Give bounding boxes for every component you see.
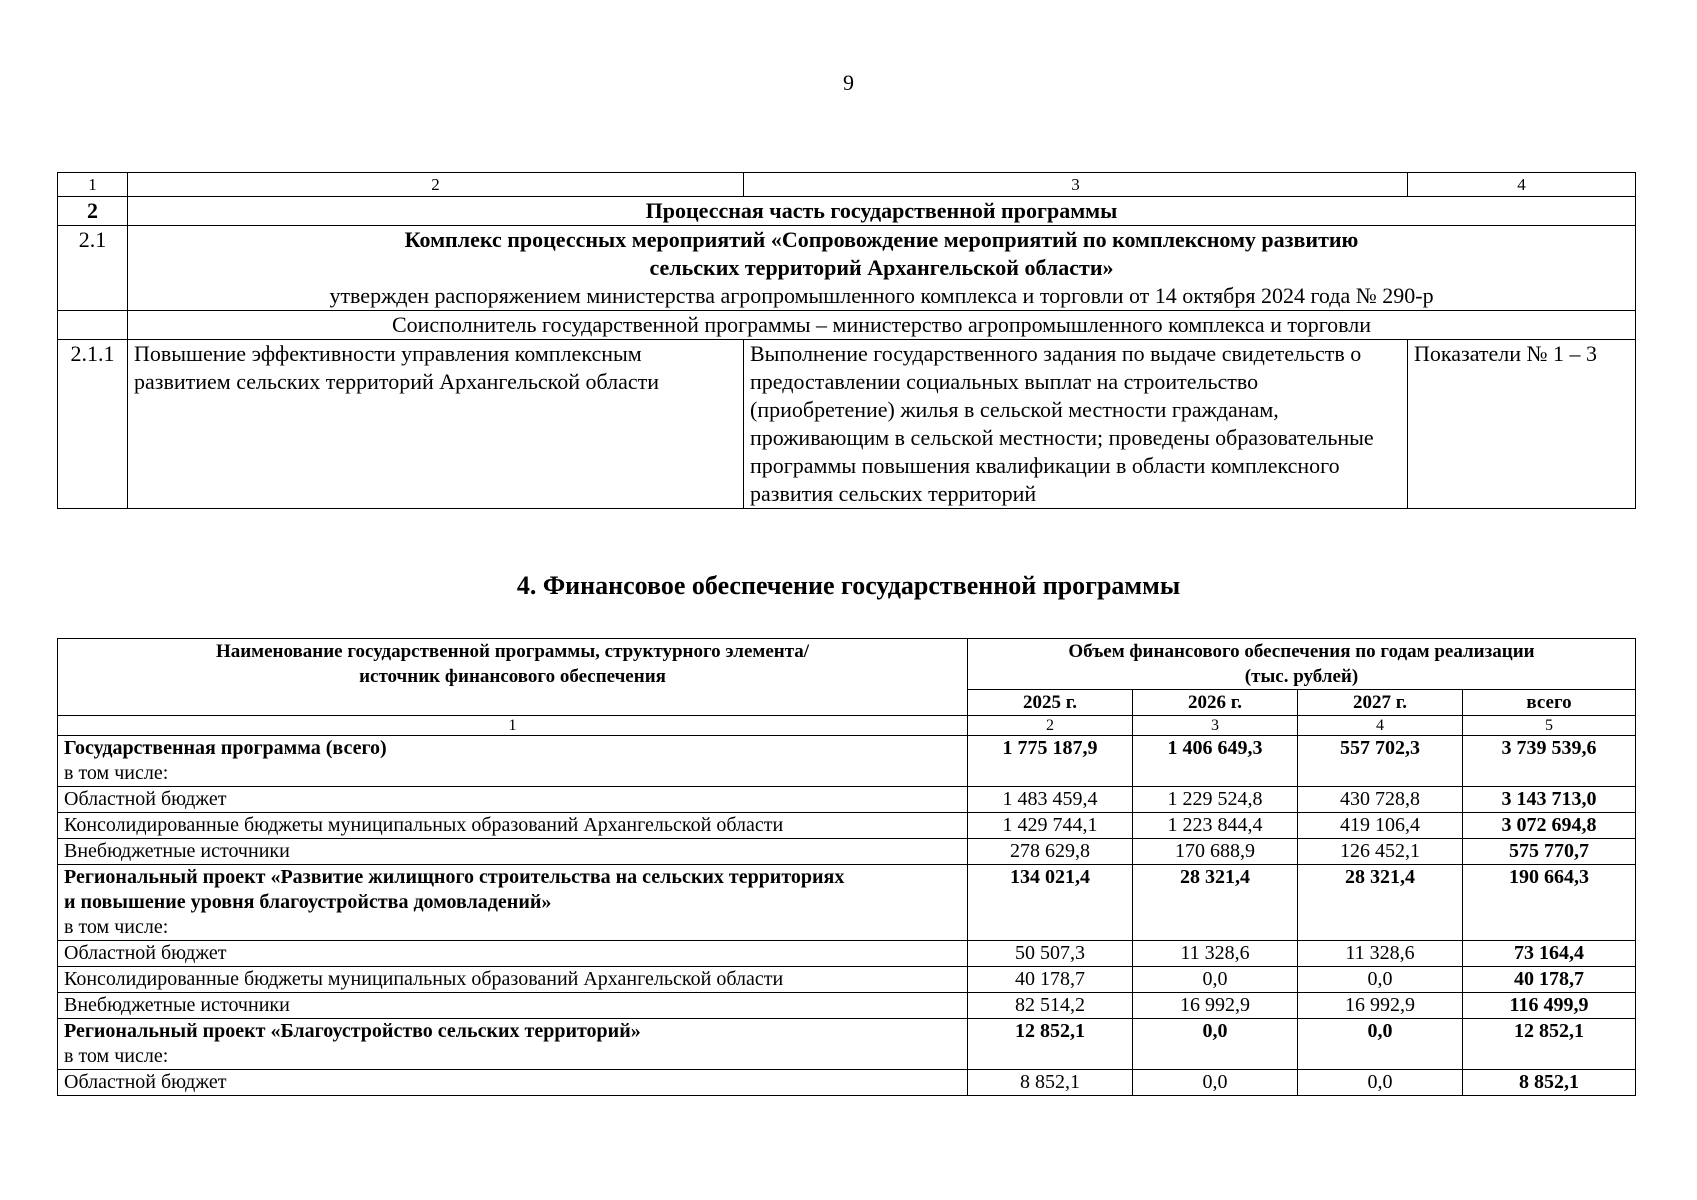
row-sub: в том числе: bbox=[64, 916, 169, 938]
header-name-line1: Наименование государственной программы, структурного элемента/ bbox=[215, 641, 810, 662]
year-header: 2025 г. bbox=[968, 690, 1133, 716]
value-2026: 1 229 524,8 bbox=[1133, 787, 1298, 813]
item-row bbox=[58, 340, 1636, 509]
complex-row bbox=[58, 226, 1636, 311]
column-number: 2 bbox=[968, 716, 1133, 736]
total-header: всего bbox=[1463, 690, 1636, 716]
value-total: 8 852,1 bbox=[1463, 1070, 1636, 1096]
row-name: Областной бюджет bbox=[58, 1070, 968, 1096]
table-row bbox=[58, 736, 1636, 787]
complex-number: 2.1 bbox=[58, 226, 128, 311]
value-2027: 28 321,4 bbox=[1298, 865, 1463, 941]
value-2026: 16 992,9 bbox=[1133, 993, 1298, 1019]
value-total: 3 072 694,8 bbox=[1463, 813, 1636, 839]
row-name: Областной бюджет bbox=[58, 787, 968, 813]
row-name: Государственная программа (всего) bbox=[64, 737, 387, 759]
row-sub: в том числе: bbox=[64, 1045, 169, 1067]
header-name-line2: источник финансового обеспечения bbox=[359, 666, 666, 687]
process-part-table bbox=[57, 172, 1636, 509]
value-2025: 50 507,3 bbox=[968, 941, 1133, 967]
table-row bbox=[58, 1019, 1636, 1070]
value-total: 12 852,1 bbox=[1463, 1019, 1636, 1070]
value-2026: 0,0 bbox=[1133, 1019, 1298, 1070]
value-2027: 557 702,3 bbox=[1298, 736, 1463, 787]
table-row bbox=[58, 993, 1636, 1019]
table-row bbox=[58, 865, 1636, 941]
table-row bbox=[58, 839, 1636, 865]
value-total: 3 739 539,6 bbox=[1463, 736, 1636, 787]
header-volume-line1: Объем финансового обеспечения по годам реализации bbox=[1068, 641, 1535, 662]
row-name: Внебюджетные источники bbox=[58, 993, 968, 1019]
value-2025: 1 483 459,4 bbox=[968, 787, 1133, 813]
column-number: 5 bbox=[1463, 716, 1636, 736]
value-2027: 0,0 bbox=[1298, 967, 1463, 993]
value-2026: 0,0 bbox=[1133, 967, 1298, 993]
section-number: 2 bbox=[58, 197, 128, 226]
value-total: 575 770,7 bbox=[1463, 839, 1636, 865]
value-2027: 126 452,1 bbox=[1298, 839, 1463, 865]
header-volume-line2: (тыс. рублей) bbox=[1244, 666, 1359, 687]
complex-title-line1: Комплекс процессных мероприятий «Сопровождение мероприятий по комплексному развитию bbox=[404, 227, 1359, 252]
row-name: Консолидированные бюджеты муниципальных образований Архангельской области bbox=[58, 813, 968, 839]
column-number: 3 bbox=[1133, 716, 1298, 736]
value-2025: 1 429 744,1 bbox=[968, 813, 1133, 839]
row-name-cell bbox=[58, 736, 968, 787]
row-name-line1: Региональный проект «Развитие жилищного строительства на сельских территориях bbox=[64, 866, 845, 888]
column-number: 3 bbox=[744, 173, 1408, 197]
value-2026: 0,0 bbox=[1133, 1070, 1298, 1096]
row-name: Региональный проект «Благоустройство сельских территорий» bbox=[64, 1020, 641, 1042]
value-2027: 16 992,9 bbox=[1298, 993, 1463, 1019]
header-name-cell bbox=[58, 639, 968, 716]
value-2026: 1 406 649,3 bbox=[1133, 736, 1298, 787]
coexecutor-text: Соисполнитель государственной программы – министерство агропромышленного комплекса и торговли bbox=[128, 311, 1636, 340]
value-2027: 11 328,6 bbox=[1298, 941, 1463, 967]
value-2027: 419 106,4 bbox=[1298, 813, 1463, 839]
table-row bbox=[58, 1070, 1636, 1096]
item-result: Выполнение государственного задания по выдаче свидетельств о предоставлении социальных выплат на строительство (приобретение) жилья в сельской местности гражданам, проживающим в сельской местности; проведены образовательные программы повышения квалификации в области комплексного развития сельских территорий bbox=[744, 340, 1408, 509]
row-name-line2: и повышение уровня благоустройства домовладений» bbox=[64, 891, 552, 913]
section-heading: 4. Финансовое обеспечение государственной программы bbox=[516, 571, 1181, 600]
value-2026: 1 223 844,4 bbox=[1133, 813, 1298, 839]
item-task: Повышение эффективности управления комплексным развитием сельских территорий Архангельской области bbox=[128, 340, 744, 509]
item-number: 2.1.1 bbox=[58, 340, 128, 509]
row-name-cell bbox=[58, 865, 968, 941]
value-2027: 0,0 bbox=[1298, 1019, 1463, 1070]
section-row bbox=[58, 197, 1636, 226]
value-total: 190 664,3 bbox=[1463, 865, 1636, 941]
value-total: 116 499,9 bbox=[1463, 993, 1636, 1019]
section-title: Процессная часть государственной программы bbox=[128, 197, 1636, 226]
value-2025: 1 775 187,9 bbox=[968, 736, 1133, 787]
value-2025: 134 021,4 bbox=[968, 865, 1133, 941]
table-row bbox=[58, 941, 1636, 967]
year-header: 2027 г. bbox=[1298, 690, 1463, 716]
value-2026: 170 688,9 bbox=[1133, 839, 1298, 865]
empty-cell bbox=[58, 311, 128, 340]
table-row bbox=[58, 967, 1636, 993]
value-2025: 8 852,1 bbox=[968, 1070, 1133, 1096]
row-name-cell bbox=[58, 1019, 968, 1070]
column-numbers-row bbox=[58, 173, 1636, 197]
complex-approved: утвержден распоряжением министерства агропромышленного комплекса и торговли от 14 октября 2024 года № 290-р bbox=[329, 283, 1434, 308]
column-numbers-row bbox=[58, 716, 1636, 736]
table-row bbox=[58, 813, 1636, 839]
value-2025: 278 629,8 bbox=[968, 839, 1133, 865]
value-2027: 0,0 bbox=[1298, 1070, 1463, 1096]
row-name: Областной бюджет bbox=[58, 941, 968, 967]
value-2027: 430 728,8 bbox=[1298, 787, 1463, 813]
column-number: 2 bbox=[128, 173, 744, 197]
page-number: 9 bbox=[843, 70, 854, 95]
value-2025: 82 514,2 bbox=[968, 993, 1133, 1019]
value-total: 3 143 713,0 bbox=[1463, 787, 1636, 813]
value-2025: 40 178,7 bbox=[968, 967, 1133, 993]
row-name: Консолидированные бюджеты муниципальных образований Архангельской области bbox=[58, 967, 968, 993]
column-number: 4 bbox=[1298, 716, 1463, 736]
value-total: 73 164,4 bbox=[1463, 941, 1636, 967]
header-volume-cell bbox=[968, 639, 1636, 690]
header-row bbox=[58, 639, 1636, 690]
financing-table bbox=[57, 638, 1636, 1096]
column-number: 1 bbox=[58, 716, 968, 736]
table-row bbox=[58, 787, 1636, 813]
complex-cell bbox=[128, 226, 1636, 311]
value-2025: 12 852,1 bbox=[968, 1019, 1133, 1070]
column-number: 4 bbox=[1408, 173, 1636, 197]
column-number: 1 bbox=[58, 173, 128, 197]
value-total: 40 178,7 bbox=[1463, 967, 1636, 993]
row-sub: в том числе: bbox=[64, 762, 169, 784]
value-2026: 28 321,4 bbox=[1133, 865, 1298, 941]
complex-title-line2: сельских территорий Архангельской области» bbox=[649, 255, 1114, 280]
coexecutor-row bbox=[58, 311, 1636, 340]
year-header: 2026 г. bbox=[1133, 690, 1298, 716]
value-2026: 11 328,6 bbox=[1133, 941, 1298, 967]
row-name: Внебюджетные источники bbox=[58, 839, 968, 865]
item-indicators: Показатели № 1 – 3 bbox=[1408, 340, 1636, 509]
